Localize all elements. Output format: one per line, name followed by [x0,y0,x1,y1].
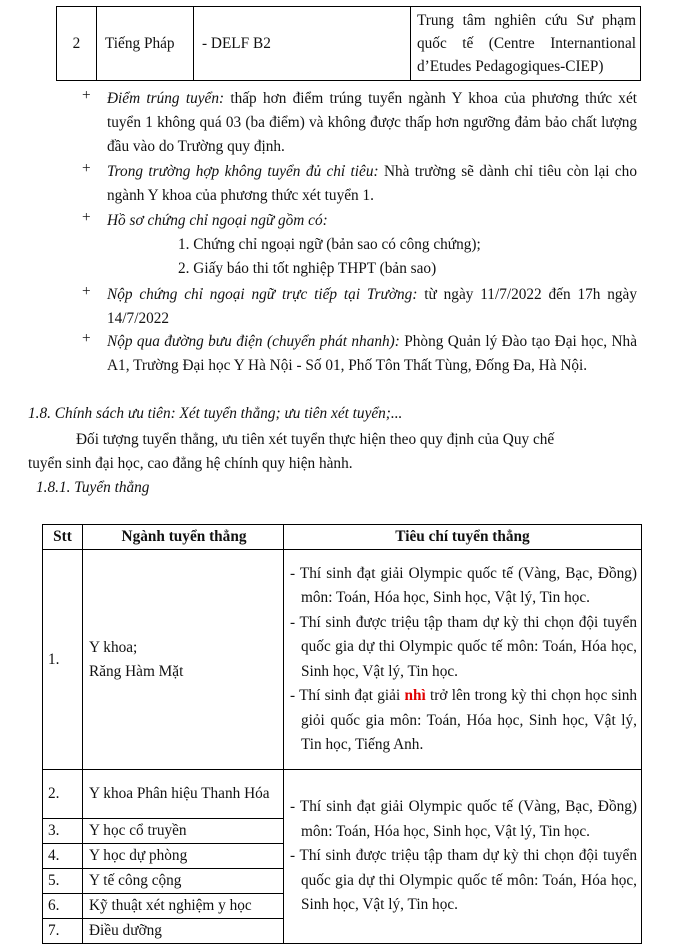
criteria-text: trở lên trong kỳ thi chọn học sinh giỏi quốc gia môn: Toán, Hóa học, Sinh học, Vật lý, Tin học, Tiếng Anh. [301,687,637,753]
row-number: 3. [43,819,83,844]
criteria-cell [284,770,642,944]
criteria-item: - Thí sinh đạt giải Olympic quốc tế (Vàng, Bạc, Đồng) môn: Toán, Hóa học, Sinh học, Vật lý, Tin học. [290,798,637,840]
major-cell: Y học cổ truyền [83,819,284,844]
table-row [57,7,641,81]
bullet-item-admission-score [107,87,637,159]
column-header: Ngành tuyển thẳng [83,525,284,550]
row-number: 2 [57,7,97,81]
bullet-mark: + [82,330,91,347]
certificate-cell: - DELF B2 [194,7,411,81]
bullet-text: từ ngày 11/7/2022 đến 17h ngày 14/7/2022 [107,286,637,327]
row-number: 4. [43,844,83,869]
criteria-item: - Thí sinh đạt giải Olympic quốc tế (Vàng, Bạc, Đồng) môn: Toán, Hóa học, Sinh học, Vật lý, Tin học. [290,564,637,606]
criteria-item: - Thí sinh được triệu tập tham dự kỳ thi chọn đội tuyển quốc gia dự thi Olympic quốc tế môn: Toán, Hóa học, Sinh học, Vật lý, Tin học. [290,847,637,914]
column-header: Stt [43,525,83,550]
row-number: 2. [43,770,83,819]
row-number: 6. [43,894,83,919]
table-header-row [43,525,642,550]
criteria-item [290,684,637,758]
bullet-mark: + [82,87,91,104]
major-cell: Kỹ thuật xét nghiệm y học [83,894,284,919]
paragraph-line: Đối tượng tuyển thẳng, ưu tiên xét tuyển thực hiện theo quy định của Quy chế [76,431,555,448]
bullet-mark: + [82,209,91,226]
major-cell: Điều dưỡng [83,919,284,944]
section-heading: 1.8. Chính sách ưu tiên: Xét tuyển thẳng; ưu tiên xét tuyển;... [28,405,403,422]
language-cell: Tiếng Pháp [97,7,194,81]
highlighted-prize-level: nhì [404,687,426,704]
row-number: 7. [43,919,83,944]
bullet-label: Nộp chứng chỉ ngoại ngữ trực tiếp tại Trường: [107,286,418,303]
bullet-text: thấp hơn điểm trúng tuyển ngành Y khoa của phương thức xét tuyển 1 không quá 03 (ba điểm) và không được thấp hơn ngưỡng đảm bảo chất lượng đầu vào do Trường quy định. [107,90,637,155]
row-number: 1. [43,550,83,770]
document-item: 2. Giấy báo thi tốt nghiệp THPT (bản sao) [178,260,437,277]
criteria-item: - Thí sinh được triệu tập tham dự kỳ thi chọn đội tuyển quốc gia dự thi Olympic quốc tế môn: Toán, Hóa học, Sinh học, Vật lý, Tin học. [290,613,637,680]
direct-admission-table [42,524,642,944]
row-number: 5. [43,869,83,894]
table-row [43,550,642,770]
criteria-cell [284,550,642,770]
issuer-cell: Trung tâm nghiên cứu Sư phạm quốc tế (Centre Internantional d’Etudes Pedagogiques-CIEP) [411,7,641,81]
bullet-mark: + [82,283,91,300]
language-certificate-table [56,6,641,81]
bullet-item-documents [107,209,637,233]
major-cell: Y tế công cộng [83,869,284,894]
bullet-mark: + [82,160,91,177]
bullet-label: Nộp qua đường bưu điện (chuyển phát nhanh): [107,333,400,350]
bullet-item-direct-submission [107,283,637,331]
major-name: Y khoa; [89,638,138,656]
document-item: 1. Chứng chỉ ngoại ngữ (bản sao có công chứng); [178,236,481,253]
major-cell: Y học dự phòng [83,844,284,869]
criteria-text: - Thí sinh đạt giải [290,687,405,704]
column-header: Tiêu chí tuyển thẳng [284,525,642,550]
major-cell: Y khoa Phân hiệu Thanh Hóa [83,770,284,819]
major-name: Răng Hàm Mặt [89,662,184,680]
bullet-label: Điểm trúng tuyển: [107,90,225,107]
major-cell [83,550,284,770]
paragraph-line: tuyển sinh đại học, cao đẳng hệ chính quy hiện hành. [28,455,353,472]
bullet-label: Hồ sơ chứng chỉ ngoại ngữ gồm có: [107,212,328,229]
bullet-label: Trong trường hợp không tuyển đủ chỉ tiêu: [107,163,379,180]
table-row [43,770,642,819]
bullet-item-quota [107,160,637,208]
bullet-text: Phòng Quản lý Đào tạo Đại học, Nhà A1, Trường Đại học Y Hà Nội - Số 01, Phố Tôn Thất Tùng, Đống Đa, Hà Nội. [107,333,637,374]
subsection-heading: 1.8.1. Tuyển thẳng [36,479,150,496]
bullet-text: Nhà trường sẽ dành chỉ tiêu còn lại cho ngành Y khoa của phương thức xét tuyển 1. [107,163,637,204]
bullet-item-postal-submission [107,330,637,378]
